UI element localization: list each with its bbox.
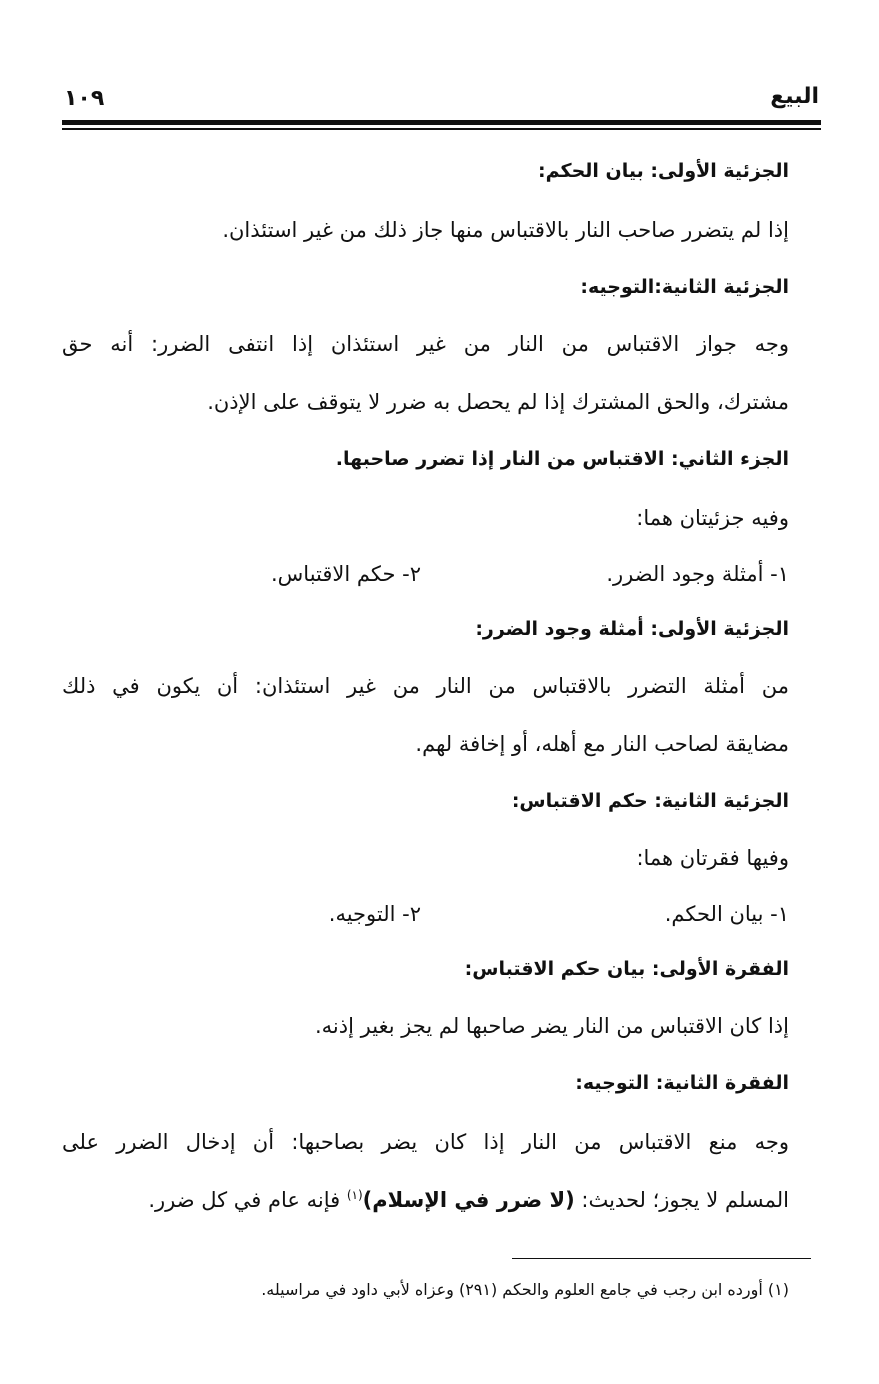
list-item: ٢- حكم الاقتباس. xyxy=(271,562,421,586)
body-line: مشترك، والحق المشترك إذا لم يحصل به ضرر لا يتوقف على الإذن. xyxy=(207,390,789,414)
text-segment: فإنه عام في كل ضرر. xyxy=(148,1188,347,1212)
numbered-list xyxy=(62,902,789,936)
paragraph-heading: الفقرة الأولى: بيان حكم الاقتباس: xyxy=(464,958,789,980)
footnote-divider xyxy=(512,1258,811,1259)
subheading-rationale: الجزئية الثانية:التوجيه: xyxy=(580,276,789,298)
paragraph-heading: الفقرة الثانية: التوجيه: xyxy=(575,1072,789,1094)
list-item: ١- أمثلة وجود الضرر. xyxy=(606,562,789,586)
body-line: وفيه جزئيتان هما: xyxy=(636,506,789,530)
body-line: مضايقة لصاحب النار مع أهله، أو إخافة لهم. xyxy=(415,732,789,756)
chapter-title: البيع xyxy=(770,84,819,109)
body-line: وجه جواز الاقتباس من النار من غير استئذان إذا انتفى الضرر: أنه حق xyxy=(62,332,789,356)
section-heading: الجزء الثاني: الاقتباس من النار إذا تضرر صاحبها. xyxy=(335,448,789,470)
header-rule-thick xyxy=(62,120,821,125)
footnote: (١) أورده ابن رجب في جامع العلوم والحكم (٢٩١) وعزاه لأبي داود في مراسيله. xyxy=(261,1280,789,1299)
list-item: ١- بيان الحكم. xyxy=(664,902,789,926)
body-line: من أمثلة التضرر بالاقتباس من النار من غير استئذان: أن يكون في ذلك xyxy=(62,674,789,698)
body-line: إذا لم يتضرر صاحب النار بالاقتباس منها جاز ذلك من غير استئذان. xyxy=(222,218,789,242)
page-header xyxy=(62,80,821,114)
page-number: ١٠٩ xyxy=(64,86,105,111)
list-item: ٢- التوجيه. xyxy=(328,902,421,926)
text-segment: المسلم لا يجوز؛ لحديث: xyxy=(574,1188,789,1212)
footnote-marker: (١) xyxy=(346,1188,363,1202)
body-line: وجه منع الاقتباس من النار إذا كان يضر بصاحبها: أن إدخال الضرر على xyxy=(62,1130,789,1154)
numbered-list xyxy=(62,562,789,596)
body-line-with-citation xyxy=(62,1188,789,1212)
body-line: إذا كان الاقتباس من النار يضر صاحبها لم يجز بغير إذنه. xyxy=(315,1014,789,1038)
subheading-examples: الجزئية الأولى: أمثلة وجود الضرر: xyxy=(475,618,789,640)
header-rule-thin xyxy=(62,128,821,130)
hadith-quote: (لا ضرر في الإسلام) xyxy=(362,1188,575,1212)
body-line: وفيها فقرتان هما: xyxy=(636,846,789,870)
subheading-ruling: الجزئية الأولى: بيان الحكم: xyxy=(538,160,789,182)
subheading-ruling: الجزئية الثانية: حكم الاقتباس: xyxy=(511,790,789,812)
